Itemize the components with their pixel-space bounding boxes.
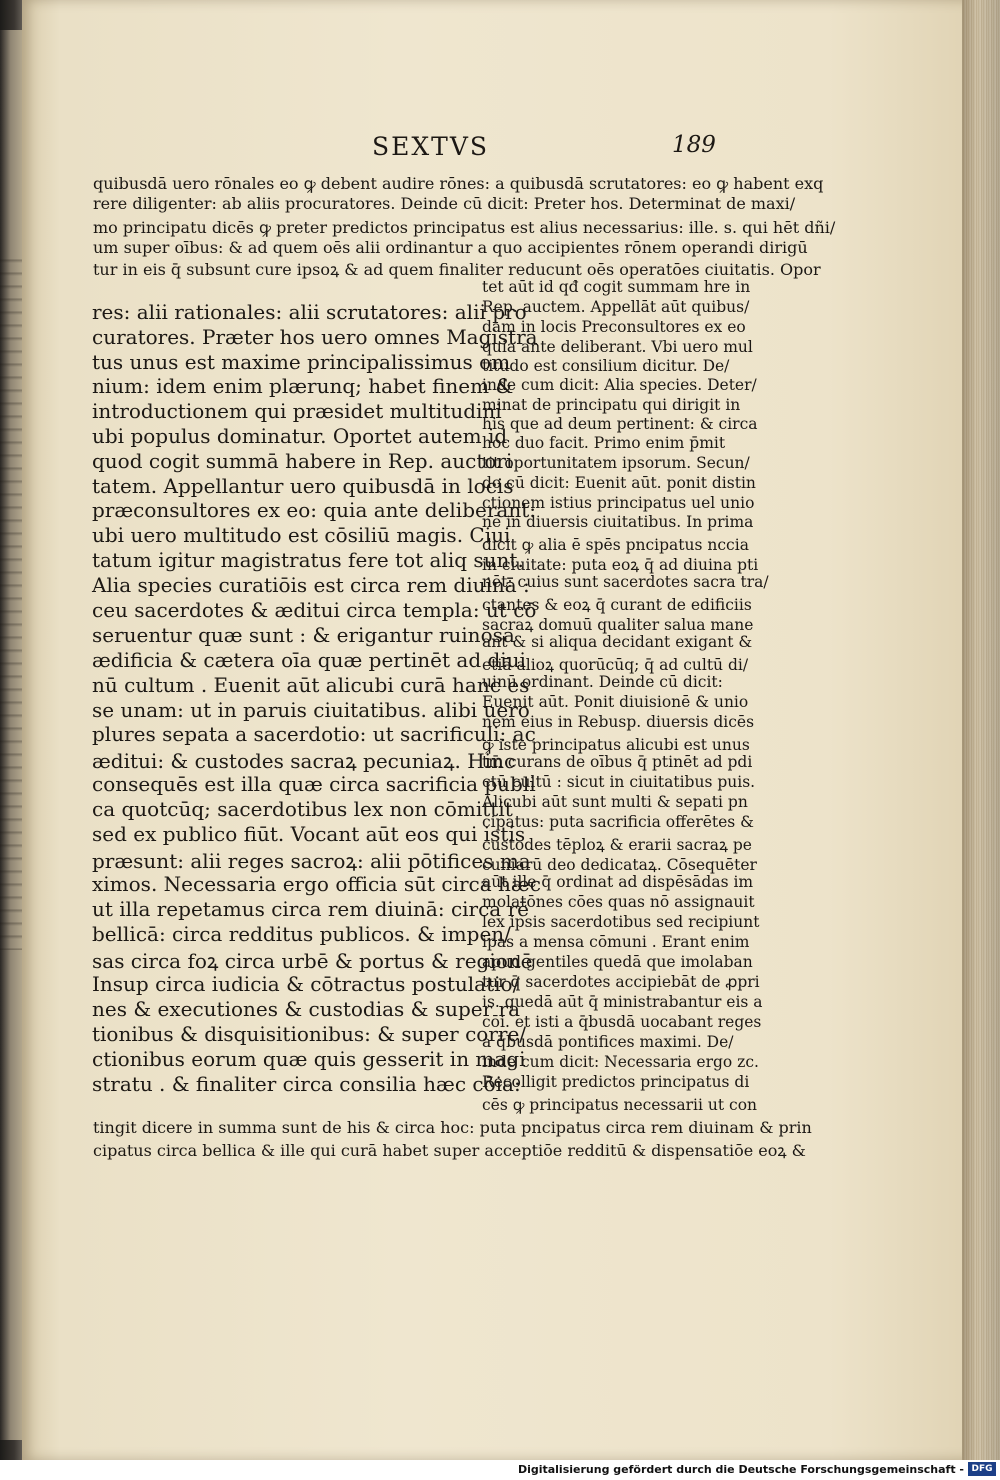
side-gloss-line: Euenit aūt. Ponit diuisionē & unio [482,693,749,711]
side-gloss-line: cuniarū deo dedicataꝝ. Cōsequēter [482,856,757,874]
main-text-line: ædificia & cætera oīa quæ pertinēt ad diui [92,648,526,672]
side-gloss-line: tit oportunitatem ipsorum. Secun/ [482,454,750,472]
side-gloss-line: tet aūt id qđ cogit summam hre in [482,278,751,296]
bottom-gloss-line: tingit dicere in summa sunt de his & circa hoc: puta pncipatus circa rem diuinam & prin [93,1118,812,1137]
main-text-line: Alia species curatiōis est circa rem diuinā : [92,573,530,597]
side-gloss-line: inde cum dicit: Necessaria ergo zc. [482,1053,759,1071]
side-gloss-line: in ciuitate: puta eoꝝ q̄ ad diuina pti [482,556,759,574]
verso-text-fragments [0,250,22,950]
side-gloss-line: cipatus: puta sacrificia offerētes & [482,813,754,831]
main-text-line: præconsultores ex eo: quia ante deliberant: [92,498,536,522]
side-gloss-line: Rep. auctem. Appellāt aūt quibus/ [482,298,750,316]
side-gloss-line: dam in locis Preconsultores ex eo [482,318,746,336]
side-gloss-line: molatōnes cōes quas nō assignauit [482,893,755,911]
main-text-line: curatores. Præter hos uero omnes Magistra [92,325,538,349]
side-gloss-line: custodes tēploꝝ & erarii sacraꝝ pe [482,836,752,854]
side-gloss-line: cōi. et isti a q̄busdā uocabant reges [482,1013,762,1031]
side-gloss-line: ꝙ iste principatus alicubi est unus [482,736,750,754]
top-gloss-line: um super oībus: & ad quem oēs alii ordinantur a quo accipientes rōnem operandi dirigū [93,238,808,257]
dfg-logo: DFG [968,1462,996,1476]
main-text-line: nium: idem enim plærunq; habet finem & [92,374,514,398]
side-gloss-line: quia ante deliberant. Vbi uero mul [482,338,753,356]
funding-credit: Digitalisierung gefördert durch die Deutsche Forschungsgemeinschaft - [517,1463,964,1476]
main-text-line: bellicā: circa redditus publicos. & impen/ [92,922,511,946]
side-gloss-line: is. quedā aūt q̄ ministrabantur eis a [482,993,763,1011]
main-text-line: ut illa repetamus circa rem diuinā: circa rē [92,897,529,921]
side-gloss-line: do cū dicit: Euenit aūt. ponit distin [482,474,756,492]
side-gloss-line: nem eius in Rebusp. diuersis dicēs [482,713,755,731]
main-text-line: consequēs est illa quæ circa sacrificia publi [92,772,536,796]
main-text-line: nū cultum . Euenit aūt alicubi curā hanc es [92,673,530,697]
bottom-gloss-line: cipatus circa bellica & ille qui curā habet super acceptiōe redditū & dispensatiōe eoꝝ & [93,1141,806,1160]
side-gloss-line: uinū ordinant. Deinde cū dicit: [482,673,723,691]
main-text-line: tatem. Appellantur uero quibusdā in locis [92,474,514,498]
side-gloss-line: titudo est consilium dicitur. De/ [482,357,730,375]
main-text-line: stratu . & finaliter circa consilia hæc cōia: [92,1072,521,1096]
main-text-line: præsunt: alii reges sacroꝝ: alii pōtifices ma [92,849,531,873]
main-text-line: seruentur quæ sunt : & erigantur ruinosa [92,623,515,647]
main-text-line: quod cogit summā habere in Rep. auctori [92,449,513,473]
main-text-line: Insup circa iudicia & cōtractus postulatio/ [92,972,520,996]
main-text-line: æditui: & custodes sacraꝝ pecuniaꝝ. Hinc [92,749,516,773]
main-text-line: nes & executiones & custodias & super ra [92,997,521,1021]
side-gloss-line: nēt: cuius sunt sacerdotes sacra tra/ [482,573,769,591]
top-gloss-line: rere diligenter: ab aliis procuratores. Deinde cū dicit: Preter hos. Determinat de maxi/ [93,194,796,213]
main-text-line: ceu sacerdotes & æditui circa templa: ut cō [92,598,537,622]
page-fore-edge-shade [962,0,1000,1460]
top-gloss-line: mo principatu dicēs ꝙ preter predictos principatus est alius necessarius: ille. s. qui hēt dñi/ [93,218,836,237]
side-gloss-line: sacraꝝ domuū qualiter salua mane [482,616,754,634]
side-gloss-line: tm̄ curans de oībus q̄ ptinēt ad pdi [482,753,753,771]
main-text-line: ximos. Necessaria ergo officia sūt circa hæc [92,872,541,896]
top-gloss-line: tur in eis q̄ subsunt cure ipsoꝝ & ad quem finaliter reducunt oēs operatōes ciuitatis. Opor [93,260,821,279]
side-gloss-line: Alicubi aūt sunt multi & sepati pn [482,793,748,811]
side-gloss-line: minat de principatu qui dirigit in [482,396,741,414]
side-gloss-line: ctantes & eoꝝ q̄ curant de edificiis [482,596,752,614]
side-gloss-line: nē in diuersis ciuitatibus. In prima [482,513,754,531]
main-text-line: se unam: ut in paruis ciuitatibus. alibi uero [92,698,530,722]
top-gloss-line: quibusdā uero rōnales eo ꝙ debent audire rōnes: a quibusdā scrutatores: eo ꝙ habent exq [93,174,824,193]
side-gloss-line: inde cum dicit: Alia species. Deter/ [482,376,757,394]
main-text-line: res: alii rationales: alii scrutatores: alii pro [92,300,527,324]
side-gloss-line: Recolligit predictos principatus di [482,1073,750,1091]
side-gloss-line: ant & si aliqua decidant exigant & [482,633,753,651]
side-gloss-line: his que ad deum pertinent: & circa [482,415,758,433]
side-gloss-line: aūt ille q̄ ordinat ad dispēsādas im [482,873,754,891]
side-gloss-line: etiā alioꝝ quorūcūq; q̄ ad cultū di/ [482,656,749,674]
main-text-line: tus unus est maxime principalissimus om [92,350,511,374]
main-text-line: ubi uero multitudo est cōsiliū magis. Ciui [92,523,511,547]
main-text-line: introductionem qui præsidet multitudini [92,399,502,423]
main-text-line: plures sepata a sacerdotio: ut sacrificuli: ac [92,722,536,746]
folio-number: 189 [672,132,716,158]
side-gloss-line: ctionem istius principatus uel unio [482,494,755,512]
main-text-line: sas circa foꝝ circa urbē & portus & regionē [92,949,533,973]
side-gloss-line: tur q̄ sacerdotes accipiebāt de ꝓpri [482,973,760,991]
main-text-line: tatum igitur magistratus fere tot aliq sunt. [92,548,524,572]
side-gloss-line: lex ipsis sacerdotibus sed recipiunt [482,913,760,931]
side-gloss-line: dicit ꝙ alia ē spēs pncipatus nccia [482,536,749,554]
side-gloss-line: apud gentiles quedā que imolaban [482,953,753,971]
main-text-line: tionibus & disquisitionibus: & super corre/ [92,1022,527,1046]
side-gloss-line: cēs ꝙ principatus necessarii ut con [482,1096,758,1114]
running-head: SEXTVS [372,132,490,161]
side-gloss-line: ctū cultū : sicut in ciuitatibus puis. [482,773,756,791]
side-gloss-line: ipas a mensa cōmuni . Erant enim [482,933,750,951]
side-gloss-line: hoc duo facit. Primo enim p̄mit [482,434,726,452]
side-gloss-line: a q̄busdā pontifices maximi. De/ [482,1033,734,1051]
main-text-line: sed ex publico fiūt. Vocant aūt eos qui istis [92,822,526,846]
main-text-line: ca quotcūq; sacerdotibus lex non cōmittit [92,797,513,821]
main-text-line: ubi populus dominatur. Oportet autem id [92,424,508,448]
main-text-line: ctionibus eorum quæ quis gesserit in magi [92,1047,526,1071]
